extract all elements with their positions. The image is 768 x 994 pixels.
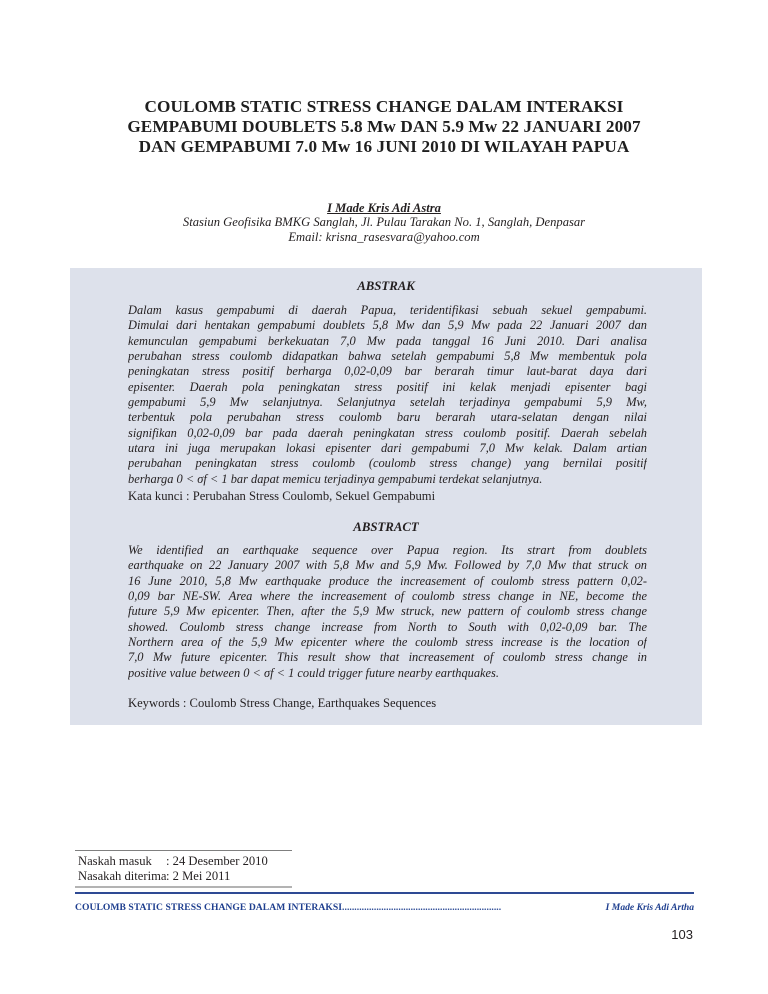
author-name: I Made Kris Adi Astra <box>327 201 441 215</box>
abstrak-heading: ABSTRAK <box>357 279 415 293</box>
paragraph-line: perubahan peningkatan stress coulomb (coulomb stress change) yang bernilai positif <box>128 456 647 471</box>
abstrak-paragraph <box>128 303 647 487</box>
paragraph-line: peningkatan stress positif berharga 0,02-0,09 bar berarah timur laut-barat daya dari <box>128 364 647 379</box>
paragraph-line: Northern area of the 5,9 Mw epicenter where the coulomb stress increase is the location of <box>128 635 647 650</box>
paper-title <box>90 97 678 157</box>
paragraph-line: berharga 0 < σf < 1 bar dapat memicu terjadinya gempabumi terdekat selanjutnya. <box>128 471 543 486</box>
paragraph-line: utara ini juga merupakan lokasi episenter dari gempabumi 7,0 Mw kelak. Dalam artian <box>128 441 647 456</box>
running-author: I Made Kris Adi Artha <box>605 902 694 913</box>
title-line: DAN GEMPABUMI 7.0 Mw 16 JUNI 2010 DI WILAYAH PAPUA <box>138 137 630 156</box>
paragraph-line: perubahan stress coulomb didapatkan bahwa setelah gempabumi 5,8 Mw membentuk pola <box>128 349 647 364</box>
footnote-value: : 2 Mei 2011 <box>166 869 231 883</box>
abstract-keywords: Keywords : Coulomb Stress Change, Earthquakes Sequences <box>128 696 437 710</box>
footer-rule <box>75 892 694 894</box>
paragraph-line: gempabumi 5,9 Mw selanjutnya. Selanjutnya setelah terjadinya gempabumi 5,9 Mw, <box>128 395 647 410</box>
abstract-paragraph <box>128 543 647 681</box>
title-line: GEMPABUMI DOUBLETS 5.8 Mw DAN 5.9 Mw 22 JANUARI 2007 <box>127 117 641 136</box>
manuscript-dates <box>78 854 268 884</box>
abstrak-keywords: Kata kunci : Perubahan Stress Coulomb, Sekuel Gempabumi <box>128 489 436 503</box>
author-email: Email: krisna_rasesvara@yahoo.com <box>288 230 480 244</box>
footnote-value: : 24 Desember 2010 <box>166 854 268 868</box>
paragraph-line: 7,0 Mw future epicenter. This result show that increasement of coulomb stress change in <box>128 650 647 665</box>
paragraph-line: 0,09 bar NE-SW. Area where the increasement of coulomb stress change in NE, become the <box>128 589 647 604</box>
paragraph-line: Dimulai dari hentakan gempabumi doublets 5,8 Mw dan 5,9 Mw pada 22 Januari 2007 dan <box>128 318 647 333</box>
abstract-box <box>70 268 702 725</box>
paragraph-line: showed. Coulomb stress change increase from North to South with 0,02-0,09 bar. The <box>128 619 647 634</box>
running-title: COULOMB STATIC STRESS CHANGE DALAM INTERAKSI................................................................. <box>75 902 502 913</box>
affiliation-text: Stasiun Geofisika BMKG Sanglah, Jl. Pulau Tarakan No. 1, Sanglah, Denpasar <box>182 215 586 229</box>
footnote-row <box>78 854 268 869</box>
footnote-divider <box>75 850 292 851</box>
page-number: 103 <box>671 927 693 942</box>
title-line: COULOMB STATIC STRESS CHANGE DALAM INTERAKSI <box>144 97 624 116</box>
footnote-divider-bottom <box>75 886 292 888</box>
footnote-label: Naskah masuk <box>78 854 152 868</box>
paragraph-line: 16 June 2010, 5,8 Mw earthquake produce the increasement of coulomb stress pattern 0,02- <box>128 573 647 588</box>
paragraph-line: earthquake on 22 January 2007 with 5,8 Mw and 5,9 Mw. Followed by 7,0 Mw that struck on <box>128 558 647 573</box>
abstract-heading: ABSTRACT <box>353 520 419 534</box>
paragraph-line: future 5,9 Mw epicenter. Then, after the 5,9 Mw struck, new pattern of coulomb stress change <box>128 604 647 619</box>
paragraph-line: positive value between 0 < σf < 1 could trigger future nearby earthquakes. <box>128 665 499 680</box>
footnote-label: Nasakah diterima <box>78 869 167 883</box>
paragraph-line: signifikan 0,02-0,09 bar pada daerah peningkatan stress coulomb positif. Daerah sebelah <box>128 425 647 440</box>
paragraph-line: episenter. Daerah pola peningkatan stress positif ini kelak menjadi episenter bagi <box>128 379 647 394</box>
paragraph-line: terbentuk pola perubahan stress coulomb baru berarah utara-selatan dengan nilai <box>128 410 647 425</box>
paragraph-line: Dalam kasus gempabumi di daerah Papua, teridentifikasi sebuah sekuel gempabumi. <box>128 303 647 317</box>
paragraph-line: kemunculan gempabumi berkekuatan 7,0 Mw pada tanggal 16 Juni 2010. Dari analisa <box>128 333 647 348</box>
author-affiliation <box>0 215 768 245</box>
footnote-row <box>78 869 268 884</box>
paragraph-line: We identified an earthquake sequence over Papua region. Its strart from doublets <box>128 543 647 557</box>
